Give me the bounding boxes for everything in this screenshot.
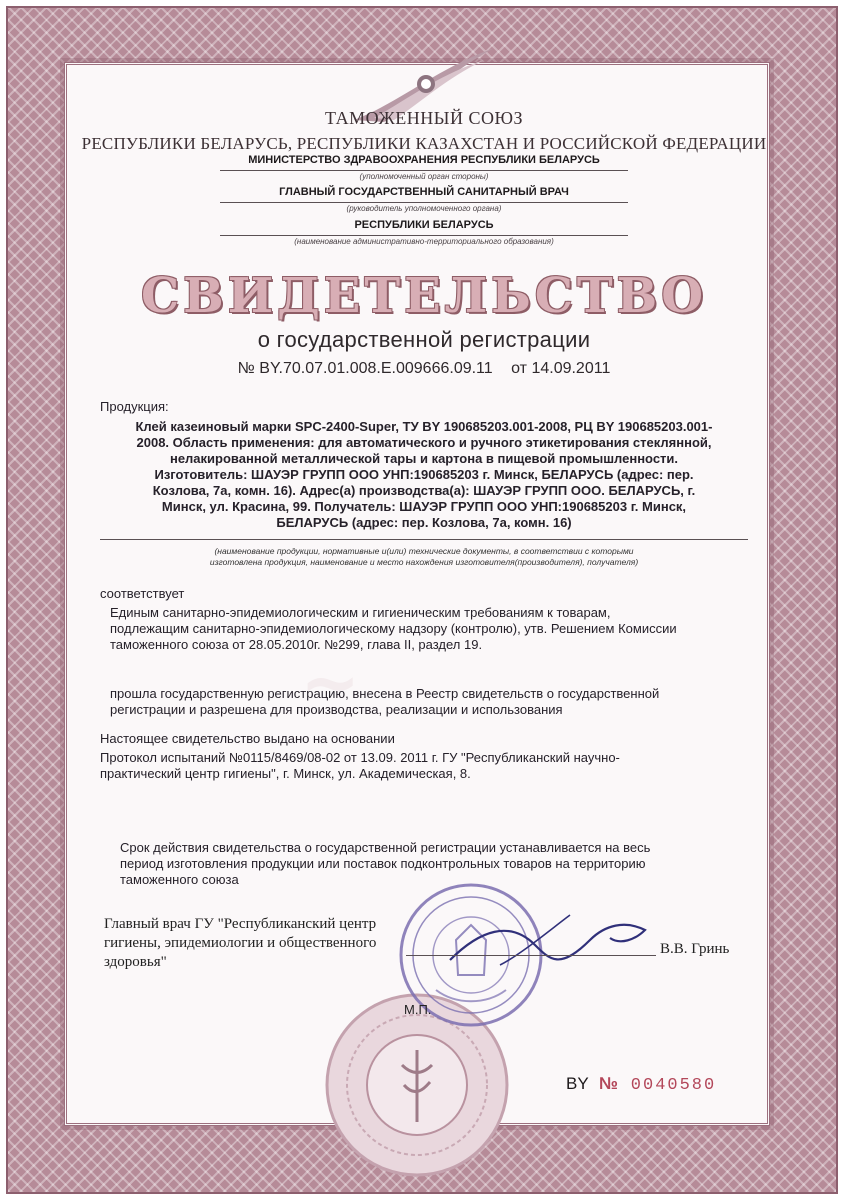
caption-line: (наименование продукции, нормативные и(или) технические документы, в соответствии с которыми: [214, 546, 634, 556]
compliance-label: соответствует: [100, 586, 185, 601]
product-line: 2008. Область применения: для автоматического и ручного этикетирования стеклянной,: [136, 435, 712, 450]
registration-number-value: № BY.70.07.01.008.E.009666.09.11: [237, 360, 493, 377]
validity-line: Срок действия свидетельства о государственной регистрации устанавливается на весь: [120, 840, 651, 855]
ministry-name: МИНИСТЕРСТВО ЗДРАВООХРАНЕНИЯ РЕСПУБЛИКИ БЕЛАРУСЬ: [248, 154, 600, 166]
registration-text: [110, 686, 758, 718]
territory-name: РЕСПУБЛИКИ БЕЛАРУСЬ: [354, 219, 494, 231]
divider: [100, 539, 748, 540]
territory-caption: (наименование административно-территориального образования): [294, 237, 554, 246]
product-line: Клей казеиновый марки SPC-2400-Super, ТУ BY 190685203.001-2008, РЦ BY 190685203.001-: [135, 419, 713, 434]
compliance-text: [110, 605, 758, 653]
compliance-line: таможенного союза от 28.05.2010г. №299, глава II, раздел 19.: [110, 637, 483, 652]
product-line: нелакированной металлической тары и картона в пищевой промышленности.: [169, 451, 679, 466]
product-label: Продукция:: [100, 399, 169, 414]
product-line: Минск, ул. Красина, 99. Получатель: ШАУЭР ГРУПП ООО УНП:190685203 г. Минск,: [161, 499, 687, 514]
serial-prefix: BY: [566, 1074, 589, 1093]
basis-text: [100, 750, 748, 782]
position-line: Главный врач ГУ "Республиканский центр: [104, 916, 377, 932]
republics-heading: РЕСПУБЛИКИ БЕЛАРУСЬ, РЕСПУБЛИКИ КАЗАХСТАН И РОССИЙСКОЙ ФЕДЕРАЦИИ: [81, 134, 767, 153]
official-title: ГЛАВНЫЙ ГОСУДАРСТВЕННЫЙ САНИТАРНЫЙ ВРАЧ: [279, 186, 569, 198]
serial-symbol: №: [599, 1074, 619, 1093]
validity-line: таможенного союза: [120, 872, 239, 887]
signature-line: [406, 955, 656, 956]
serial-value: 0040580: [630, 1076, 717, 1095]
product-line: Козлова, 7а, комн. 16). Адрес(а) производства(а): ШАУЭР ГРУПП ООО. БЕЛАРУСЬ, г.: [152, 483, 696, 498]
divider: [220, 235, 628, 236]
compliance-line: Единым санитарно-эпидемиологическим и гигиеническим требованиям к товарам,: [110, 605, 611, 620]
position-line: здоровья": [104, 954, 167, 970]
serial-number: [566, 1074, 716, 1095]
signatory-name: В.В. Гринь: [660, 941, 730, 957]
product-line: БЕЛАРУСЬ (адрес: пер. Козлова, 7а, комн. 16): [276, 515, 572, 530]
background-watermark: ~: [300, 640, 367, 724]
ministry-caption: (уполномоченный орган стороны): [359, 172, 489, 181]
signatory-position: [104, 915, 376, 972]
official-caption: (руководитель уполномоченного органа): [346, 204, 502, 213]
product-line: Изготовитель: ШАУЭР ГРУПП ООО УНП:190685203 г. Минск, БЕЛАРУСЬ (адрес: пер.: [154, 467, 694, 482]
product-caption: [100, 546, 748, 568]
certificate-title: СВИДЕТЕЛЬСТВО: [140, 268, 708, 324]
compliance-line: подлежащим санитарно-эпидемиологическому надзору (контролю), утв. Решением Комиссии: [110, 621, 677, 636]
position-line: гигиены, эпидемиологии и общественного: [104, 935, 377, 951]
seal-place-mark: М.П.: [404, 1002, 432, 1017]
registration-line: прошла государственную регистрацию, внесена в Реестр свидетельств о государственной: [110, 686, 660, 701]
divider: [220, 202, 628, 203]
certificate-subtitle: о государственной регистрации: [257, 327, 591, 352]
product-description: [100, 419, 748, 531]
handwritten-signature: [440, 900, 660, 990]
registration-number: [0, 360, 848, 378]
basis-label: Настоящее свидетельство выдано на основании: [100, 731, 395, 746]
caption-line: изготовлена продукция, наименование и место нахождения изготовителя(производителя), получателя): [209, 557, 639, 567]
basis-line: Протокол испытаний №0115/8469/08-02 от 13.09. 2011 г. ГУ "Республиканский научно-: [100, 750, 620, 765]
divider: [220, 170, 628, 171]
validity-line: период изготовления продукции или поставок подконтрольных товаров на территорию: [120, 856, 646, 871]
registration-date: от 14.09.2011: [511, 360, 611, 377]
union-heading: ТАМОЖЕННЫЙ СОЮЗ: [325, 108, 523, 128]
registration-line: регистрации и разрешена для производства, реализации и использования: [110, 702, 563, 717]
basis-line: практический центр гигиены", г. Минск, ул. Академическая, 8.: [100, 766, 471, 781]
